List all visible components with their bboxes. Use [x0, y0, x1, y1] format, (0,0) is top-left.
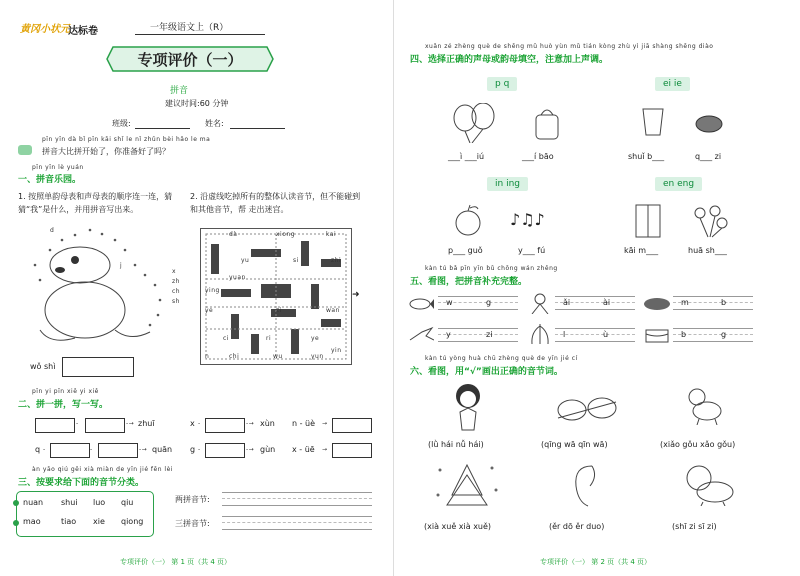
class-label: 班级: [112, 119, 131, 128]
maze [200, 228, 352, 365]
fill-line[interactable] [555, 296, 635, 310]
dot-label: j [120, 262, 123, 269]
dot-label: d [50, 227, 55, 234]
maze-syllable: n [205, 353, 210, 360]
fill-letter: b [681, 330, 687, 339]
section6-pinyin: kàn tú yòng huà chū zhèng què de yīn jié cí [425, 355, 578, 362]
answer-box[interactable] [205, 418, 245, 433]
time-hint: 建议时间:60 分钟 [165, 99, 229, 108]
section4-title: 四、选择正确的声母或韵母填空，注意加上声调。 [410, 55, 609, 65]
page-title: 专项评价（一） [137, 51, 243, 69]
section6-title: 六、看图，用“√”画出正确的音节词。 [410, 367, 563, 377]
fill-line[interactable] [555, 328, 635, 342]
dot-to-dot-drawing [20, 220, 190, 350]
maze-syllable: kai [326, 231, 337, 238]
maze-syllable: ye [311, 335, 320, 342]
section5-title: 五、看图，把拼音补充完整。 [410, 277, 528, 287]
intro-text: 拼音大比拼开始了，你准备好了吗？ [42, 147, 170, 156]
answer-box[interactable] [332, 443, 372, 458]
syllable: qiong [121, 517, 144, 526]
syllable: shui [61, 498, 78, 507]
choice-option[interactable]: (xiǎo gǒu xǎo gǒu) [660, 440, 736, 449]
subtitle: 拼音 [170, 86, 189, 96]
section3-pinyin: àn yāo qiú gěi xià miàn de yīn jié fēn lèi [32, 466, 173, 473]
fill-letter: ǎi [563, 298, 571, 307]
cake-image [643, 324, 671, 344]
fill-letter: g [486, 298, 492, 307]
balloons-image [450, 103, 500, 143]
fill-line[interactable] [673, 296, 753, 310]
section2-pinyin: pīn yi pīn xiě yi xiě [32, 388, 99, 395]
pinyin-result: xùn [260, 419, 275, 428]
fill-word[interactable]: q___ zi [695, 152, 722, 161]
choice-option[interactable]: (ěr dō ěr duo) [549, 522, 605, 531]
maze-syllable: yun [311, 353, 324, 360]
section3-title: 三、按要求给下面的音节分类。 [18, 478, 145, 488]
brand-logo: 黄冈小状元 [20, 24, 70, 35]
maze-syllable: chi [229, 353, 240, 360]
maze-syllable: yin [331, 347, 342, 354]
puppy-image [685, 385, 731, 425]
option-tag: ei ie [655, 77, 690, 91]
header-line [135, 34, 265, 35]
eggplant-image [695, 110, 725, 135]
maze-syllable: dà [229, 231, 238, 238]
brand-sub: 达标卷 [68, 26, 98, 37]
section1-title: 一、拼音乐园。 [18, 175, 82, 185]
fill-letter: b [721, 298, 727, 307]
answer-box[interactable] [50, 443, 90, 458]
dot-label: x [172, 268, 177, 275]
syllable: nuan [23, 498, 44, 507]
pinyin-result: zhuī [138, 419, 155, 428]
intro-pinyin: pīn yīn dà bǐ pīn kāi shǐ le nǐ zhǔn bèi hǎo le ma [42, 136, 211, 143]
cup-image [640, 107, 666, 137]
section4-pinyin: xuǎn zé zhèng què de shēng mǔ huò yùn mǔ tián kòng zhù yì jiā shàng shēng diào [425, 43, 714, 50]
option-tag: in ing [487, 177, 528, 191]
book-label: 一年级语文上（R） [150, 23, 229, 33]
name-label: 姓名: [205, 119, 224, 128]
section5-pinyin: kàn tú bǎ pīn yīn bǔ chōng wán zhěng [425, 265, 558, 272]
maze-syllable: ci [223, 335, 229, 342]
fill-word[interactable]: y___ fú [518, 246, 546, 255]
fill-word[interactable]: p___ guǒ [448, 246, 483, 255]
door-image [633, 203, 663, 239]
answer-box[interactable] [85, 418, 125, 433]
fill-word[interactable]: huā sh___ [688, 246, 727, 255]
left-footer: 专项评价（一） 第 1 页（共 4 页） [120, 558, 232, 566]
maze-exit-arrow-icon: ➜ [352, 290, 360, 300]
pinyin-formula: n - üè [292, 419, 316, 428]
fill-letter: ài [603, 298, 611, 307]
syllable: tiao [61, 517, 77, 526]
right-footer: 专项评价（一） 第 2 页（共 4 页） [540, 558, 652, 566]
flowers-image [690, 203, 730, 239]
sister-image [527, 292, 553, 314]
fill-line[interactable] [438, 328, 518, 342]
fish-image [408, 296, 434, 312]
bread-image [643, 297, 671, 311]
three-spell-label: 三拼音节: [175, 519, 210, 528]
class-field[interactable] [135, 128, 190, 129]
fill-word[interactable]: ___í bāo [522, 152, 554, 161]
dot-label: zh [172, 278, 180, 285]
section1-pinyin: pīn yīn lè yuán [32, 164, 84, 171]
syllable: luo [93, 498, 106, 507]
maze-syllable: xiong [276, 231, 295, 238]
fill-word[interactable]: shuǐ b___ [628, 152, 665, 161]
question1: 1. 按照单韵母表和声母表的顺序连一连，猜猜“我”是什么，并用拼音写出来。 [18, 192, 173, 214]
swallow-image [408, 326, 434, 342]
fill-line[interactable] [673, 328, 753, 342]
page-spine [393, 0, 394, 576]
fill-word[interactable]: kāi m___ [624, 246, 659, 255]
section2-title: 二、拼一拼，写一写。 [18, 400, 109, 410]
syllable: xie [93, 517, 105, 526]
pinyin-initial: q [35, 445, 41, 454]
choice-option[interactable]: (lǜ hái nǚ hái) [428, 440, 484, 449]
fill-letter: zi [486, 330, 493, 339]
choice-option[interactable]: (qīng wā qīn wā) [541, 440, 608, 449]
maze-syllable: zi [276, 307, 282, 314]
option-tag: p q [487, 77, 517, 91]
girl-image [450, 382, 486, 432]
music-notes-icon: ♪♫♪ [510, 210, 545, 229]
two-spell-writing-line[interactable] [222, 492, 372, 506]
syllable: qiu [121, 498, 134, 507]
answer-box[interactable] [98, 443, 138, 458]
pinyin-initial: x [190, 419, 195, 428]
answer-box[interactable] [332, 418, 372, 433]
wo-shi-label: wǒ shì [30, 362, 56, 371]
lion-image [683, 462, 735, 506]
choice-option[interactable]: (shī zi sī zi) [672, 522, 717, 531]
maze-syllable: ri [266, 335, 272, 342]
willow-image [527, 322, 553, 346]
maze-syllable: ye [205, 307, 214, 314]
maze-syllable: wan [326, 307, 340, 314]
answer-box[interactable] [35, 418, 75, 433]
fill-letter: y [446, 330, 451, 339]
maze-syllable: zhi [331, 257, 342, 264]
frogs-image [552, 388, 622, 428]
choice-option[interactable]: (xià xuě xià xuě) [424, 522, 492, 531]
apple-image [452, 203, 484, 237]
question2: 2. 沿虚线吃掉所有的整体认读音节，但不能碰到和其他音节，帮 走出迷宫。 [190, 192, 361, 214]
fill-line[interactable] [438, 296, 518, 310]
fill-letter: g [721, 330, 727, 339]
pinyin-result: gùn [260, 445, 276, 454]
pinyin-result: quān [152, 445, 173, 454]
fill-letter: m [681, 298, 689, 307]
fill-letter: l [563, 330, 566, 339]
backpack-image [532, 105, 562, 140]
maze-syllable: si [293, 257, 299, 264]
maze-syllable: yuan [229, 274, 246, 281]
ear-image [572, 462, 600, 508]
name-field[interactable] [230, 128, 285, 129]
wo-shi-answer-box[interactable] [62, 357, 134, 377]
maze-syllable: ying [205, 287, 220, 294]
fill-letter: w [446, 298, 453, 307]
fill-letter: ù [603, 330, 609, 339]
option-tag: en eng [655, 177, 702, 191]
maze-syllable: wu [273, 353, 283, 360]
three-spell-writing-line[interactable] [222, 516, 372, 530]
answer-box[interactable] [205, 443, 245, 458]
two-spell-label: 两拼音节: [175, 495, 210, 504]
syllable: mao [23, 517, 41, 526]
fill-word[interactable]: ___ì ___iú [448, 152, 485, 161]
dot-label: ch [172, 288, 181, 295]
pinyin-initial: g [190, 445, 196, 454]
pinyin-formula: x - üē [292, 445, 315, 454]
syllable-box [16, 491, 154, 537]
maze-syllable: yu [241, 257, 250, 264]
maze-walls [201, 229, 351, 364]
snow-scene-image [432, 460, 502, 510]
dot-label: sh [172, 298, 180, 305]
butterfly-icon [18, 145, 32, 155]
